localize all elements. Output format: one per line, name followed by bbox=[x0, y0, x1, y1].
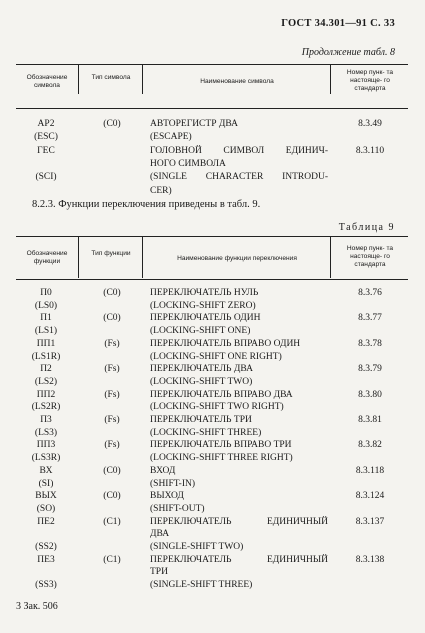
table-cell: (SINGLE-SHIFT TWO) bbox=[150, 542, 244, 552]
table9-col-divider bbox=[142, 236, 143, 278]
table-cell: НОГО СИМВОЛА bbox=[150, 158, 226, 169]
table-cell: (LS2) bbox=[34, 376, 58, 387]
table-cell: (SO) bbox=[36, 503, 56, 514]
table-cell: ПЕРЕКЛЮЧАТЕЛЬ ВПРАВО ТРИ bbox=[150, 440, 292, 451]
table-cell: ПП2 bbox=[36, 389, 56, 400]
table-cell: (C0) bbox=[103, 313, 121, 324]
table-cell: 8.3.81 bbox=[358, 415, 382, 425]
table-cell: (LOCKING-SHIFT TWO RIGHT) bbox=[150, 402, 284, 413]
table-cell: CER) bbox=[150, 185, 172, 196]
table-cell: (LS3R) bbox=[31, 453, 61, 464]
table-cell: ВЫХ bbox=[35, 491, 57, 502]
table-cell: 8.3.49 bbox=[358, 119, 382, 129]
table-cell: ПЕ2 bbox=[37, 516, 55, 527]
table-cell: 8.3.79 bbox=[358, 364, 382, 375]
table-cell: (LS0) bbox=[34, 300, 58, 311]
table-cell: 8.3.78 bbox=[358, 338, 382, 349]
table-cell: (SI) bbox=[38, 478, 54, 489]
table-cell: П0 bbox=[40, 288, 52, 298]
table9-top-rule bbox=[16, 236, 408, 237]
table-cell: ПЕРЕКЛЮЧАТЕЛЬ ЕДИНИЧНЫЙ bbox=[150, 554, 328, 565]
table-cell: 8.3.82 bbox=[358, 440, 382, 451]
table-cell: (SCI) bbox=[35, 172, 57, 183]
table-cell: (C0) bbox=[103, 465, 121, 476]
table-cell: (SINGLE-SHIFT THREE) bbox=[150, 580, 253, 591]
table-cell: 8.3.80 bbox=[358, 389, 382, 400]
table-cell: АВТОРЕГИСТР ДВА bbox=[150, 119, 238, 129]
table-cell: П3 bbox=[40, 415, 52, 425]
table8-header-name: Наименование символа bbox=[200, 78, 274, 85]
table8-col-divider bbox=[330, 64, 331, 94]
table-cell: ВХ bbox=[39, 465, 53, 476]
table-cell: (SHIFT-IN) bbox=[150, 478, 196, 489]
table8-header-clause: Номер пунк- та настояще- го стандарта bbox=[346, 69, 394, 92]
table-cell: (Fs) bbox=[104, 415, 120, 425]
table9-header-type: Тип функции bbox=[91, 250, 131, 257]
table-cell: AP2 bbox=[37, 119, 55, 129]
table-cell: ГОЛОВНОЙ СИМВОЛ ЕДИНИЧ- bbox=[150, 145, 328, 156]
table-cell: (Fs) bbox=[104, 364, 120, 375]
table-cell: ПЕРЕКЛЮЧАТЕЛЬ ЕДИНИЧНЫЙ bbox=[150, 516, 328, 527]
table9-header-rule bbox=[16, 279, 408, 280]
table-cell: (LOCKING-SHIFT ONE RIGHT) bbox=[150, 351, 282, 362]
table-cell: 8.3.77 bbox=[358, 313, 382, 324]
table-cell: (LOCKING-SHIFT ONE) bbox=[150, 326, 251, 337]
page-footer: 3 Зак. 506 bbox=[16, 601, 58, 612]
table-cell: ПЕРЕКЛЮЧАТЕЛЬ ДВА bbox=[150, 364, 253, 375]
table8-header-type: Тип символа bbox=[91, 74, 131, 81]
table-cell: 8.3.138 bbox=[355, 554, 385, 565]
table9-header-clause: Номер пунк- та настояще- го стандарта bbox=[346, 245, 394, 268]
table-cell: (LS3) bbox=[34, 427, 58, 438]
table-cell: 8.3.118 bbox=[355, 465, 385, 476]
table-cell: 8.3.110 bbox=[355, 145, 385, 156]
table-cell: (LS2R) bbox=[31, 402, 61, 413]
table-cell: (Fs) bbox=[104, 440, 120, 451]
table-cell: ПЕРЕКЛЮЧАТЕЛЬ НУЛЬ bbox=[150, 288, 259, 298]
table-cell: ДВА bbox=[150, 529, 170, 540]
table-cell: П1 bbox=[40, 313, 52, 324]
table-continuation-label: Продолжение табл. 8 bbox=[301, 47, 395, 58]
table-cell: ПЕРЕКЛЮЧАТЕЛЬ ТРИ bbox=[150, 415, 252, 425]
table-cell: (Fs) bbox=[104, 389, 120, 400]
table9-col-divider bbox=[330, 236, 331, 278]
table9-label: Таблица 9 bbox=[338, 222, 395, 233]
table-cell: (LOCKING-SHIFT ZERO) bbox=[150, 300, 256, 311]
table-cell: ГЕС bbox=[37, 145, 55, 156]
table-cell: (C0) bbox=[103, 119, 121, 129]
table-cell: (ESCAPE) bbox=[150, 132, 192, 143]
table-cell: ВЫХОД bbox=[150, 491, 184, 502]
table-cell: (SHIFT-OUT) bbox=[150, 503, 205, 514]
table8-top-rule bbox=[16, 64, 408, 65]
table-cell: (C1) bbox=[103, 554, 121, 565]
table9-header-function: Обозначение функции bbox=[26, 250, 68, 265]
section-text: 8.2.3. Функции переключения приведены в табл. 9. bbox=[32, 199, 261, 210]
table-cell: П2 bbox=[40, 364, 52, 375]
table-cell: 8.3.76 bbox=[358, 288, 382, 298]
table-cell: 8.3.124 bbox=[355, 491, 385, 502]
table-cell: ПП1 bbox=[36, 338, 56, 349]
table-cell: ВХОД bbox=[150, 465, 176, 476]
table9-header-name: Наименование функции переключения bbox=[177, 255, 297, 262]
table8-header-symbol: Обозначение символа bbox=[26, 74, 68, 89]
table-cell: ПЕРЕКЛЮЧАТЕЛЬ ОДИН bbox=[150, 313, 261, 324]
table8-col-divider bbox=[142, 64, 143, 94]
table-cell: ТРИ bbox=[150, 567, 168, 578]
table-cell: (SINGLE CHARACTER INTRODU- bbox=[150, 172, 328, 183]
table8-header-rule bbox=[16, 108, 408, 109]
table-cell: ПЕРЕКЛЮЧАТЕЛЬ ВПРАВО ДВА bbox=[150, 389, 293, 400]
table-cell: (LOCKING-SHIFT TWO) bbox=[150, 376, 253, 387]
table-cell: (SS2) bbox=[35, 542, 57, 552]
table-cell: (C1) bbox=[103, 516, 121, 527]
table-cell: (LS1R) bbox=[31, 351, 61, 362]
table-cell: (LS1) bbox=[34, 326, 58, 337]
table-cell: (Fs) bbox=[104, 338, 120, 349]
table-cell: ПЕ3 bbox=[37, 554, 55, 565]
table-cell: ПП3 bbox=[36, 440, 56, 451]
table-cell: (LOCKING-SHIFT THREE) bbox=[150, 427, 262, 438]
table-cell: (LOCKING-SHIFT THREE RIGHT) bbox=[150, 453, 293, 464]
table-cell: (SS3) bbox=[35, 580, 57, 591]
table-cell: 8.3.137 bbox=[355, 516, 385, 527]
table-cell: (C0) bbox=[103, 288, 121, 298]
table-cell: (ESC) bbox=[34, 132, 58, 143]
table-cell: (C0) bbox=[103, 491, 121, 502]
table9-col-divider bbox=[78, 236, 79, 278]
page-header: ГОСТ 34.301—91 С. 33 bbox=[281, 18, 395, 29]
table8-col-divider bbox=[78, 64, 79, 94]
table-cell: ПЕРЕКЛЮЧАТЕЛЬ ВПРАВО ОДИН bbox=[150, 338, 301, 349]
